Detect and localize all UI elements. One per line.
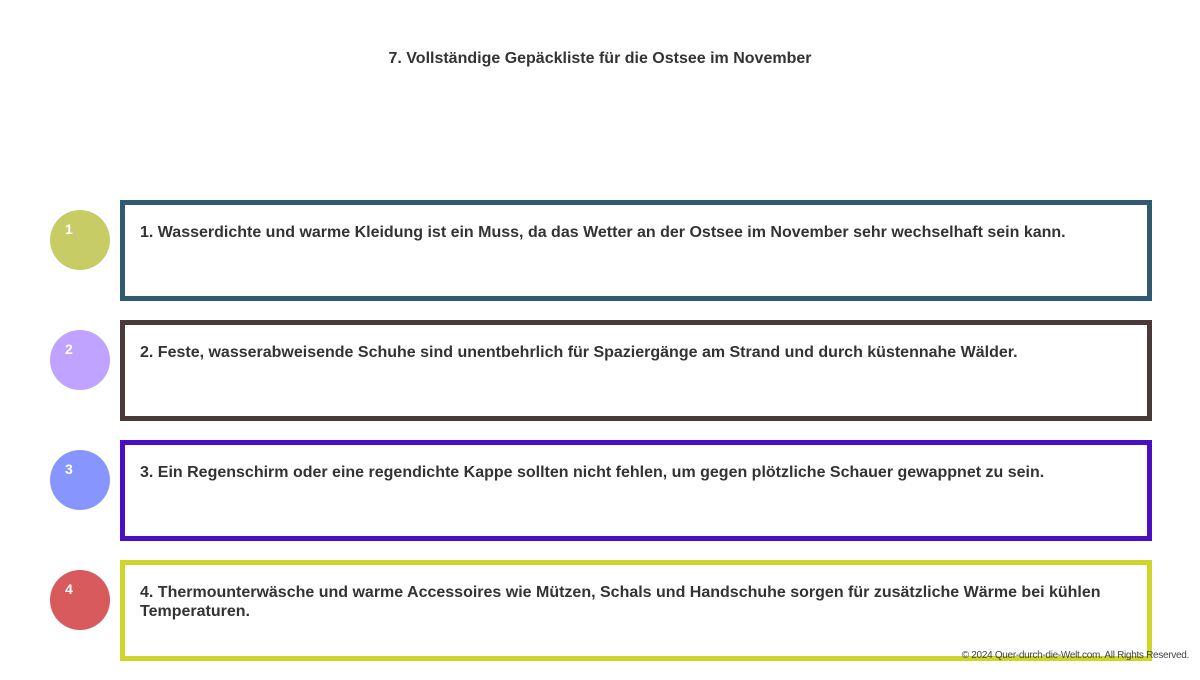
copyright-footer: © 2024 Quer-durch-die-Welt.com. All Rights Reserved.	[961, 650, 1189, 661]
number-circle	[50, 210, 110, 270]
number-circle	[50, 570, 110, 630]
item-text: 3. Ein Regenschirm oder eine regendichte Kappe sollten nicht fehlen, um gegen plötzliche Schauer gewappnet zu sein.	[140, 464, 1045, 481]
list-item	[0, 200, 1200, 300]
item-number: 4	[65, 581, 73, 597]
item-number: 2	[65, 341, 73, 357]
item-number: 1	[65, 221, 73, 237]
list-item	[0, 440, 1200, 540]
item-box	[120, 560, 1152, 661]
item-text: 4. Thermounterwäsche und warme Accessoires wie Mützen, Schals und Handschuhe sorgen für zusätzliche Wärme bei kühlen Temperaturen.	[140, 584, 1101, 620]
item-number: 3	[65, 461, 73, 477]
item-text: 2. Feste, wasserabweisende Schuhe sind unentbehrlich für Spaziergänge am Strand und durch küstennahe Wälder.	[140, 344, 1018, 361]
item-box	[120, 200, 1152, 301]
item-box	[120, 320, 1152, 421]
number-circle	[50, 330, 110, 390]
item-box	[120, 440, 1152, 541]
page-title: 7. Vollständige Gepäckliste für die Ostsee im November	[388, 50, 812, 67]
list-item	[0, 560, 1200, 660]
item-text: 1. Wasserdichte und warme Kleidung ist ein Muss, da das Wetter an der Ostsee im November sehr wechselhaft sein kann.	[140, 224, 1066, 241]
list-item	[0, 320, 1200, 420]
number-circle	[50, 450, 110, 510]
